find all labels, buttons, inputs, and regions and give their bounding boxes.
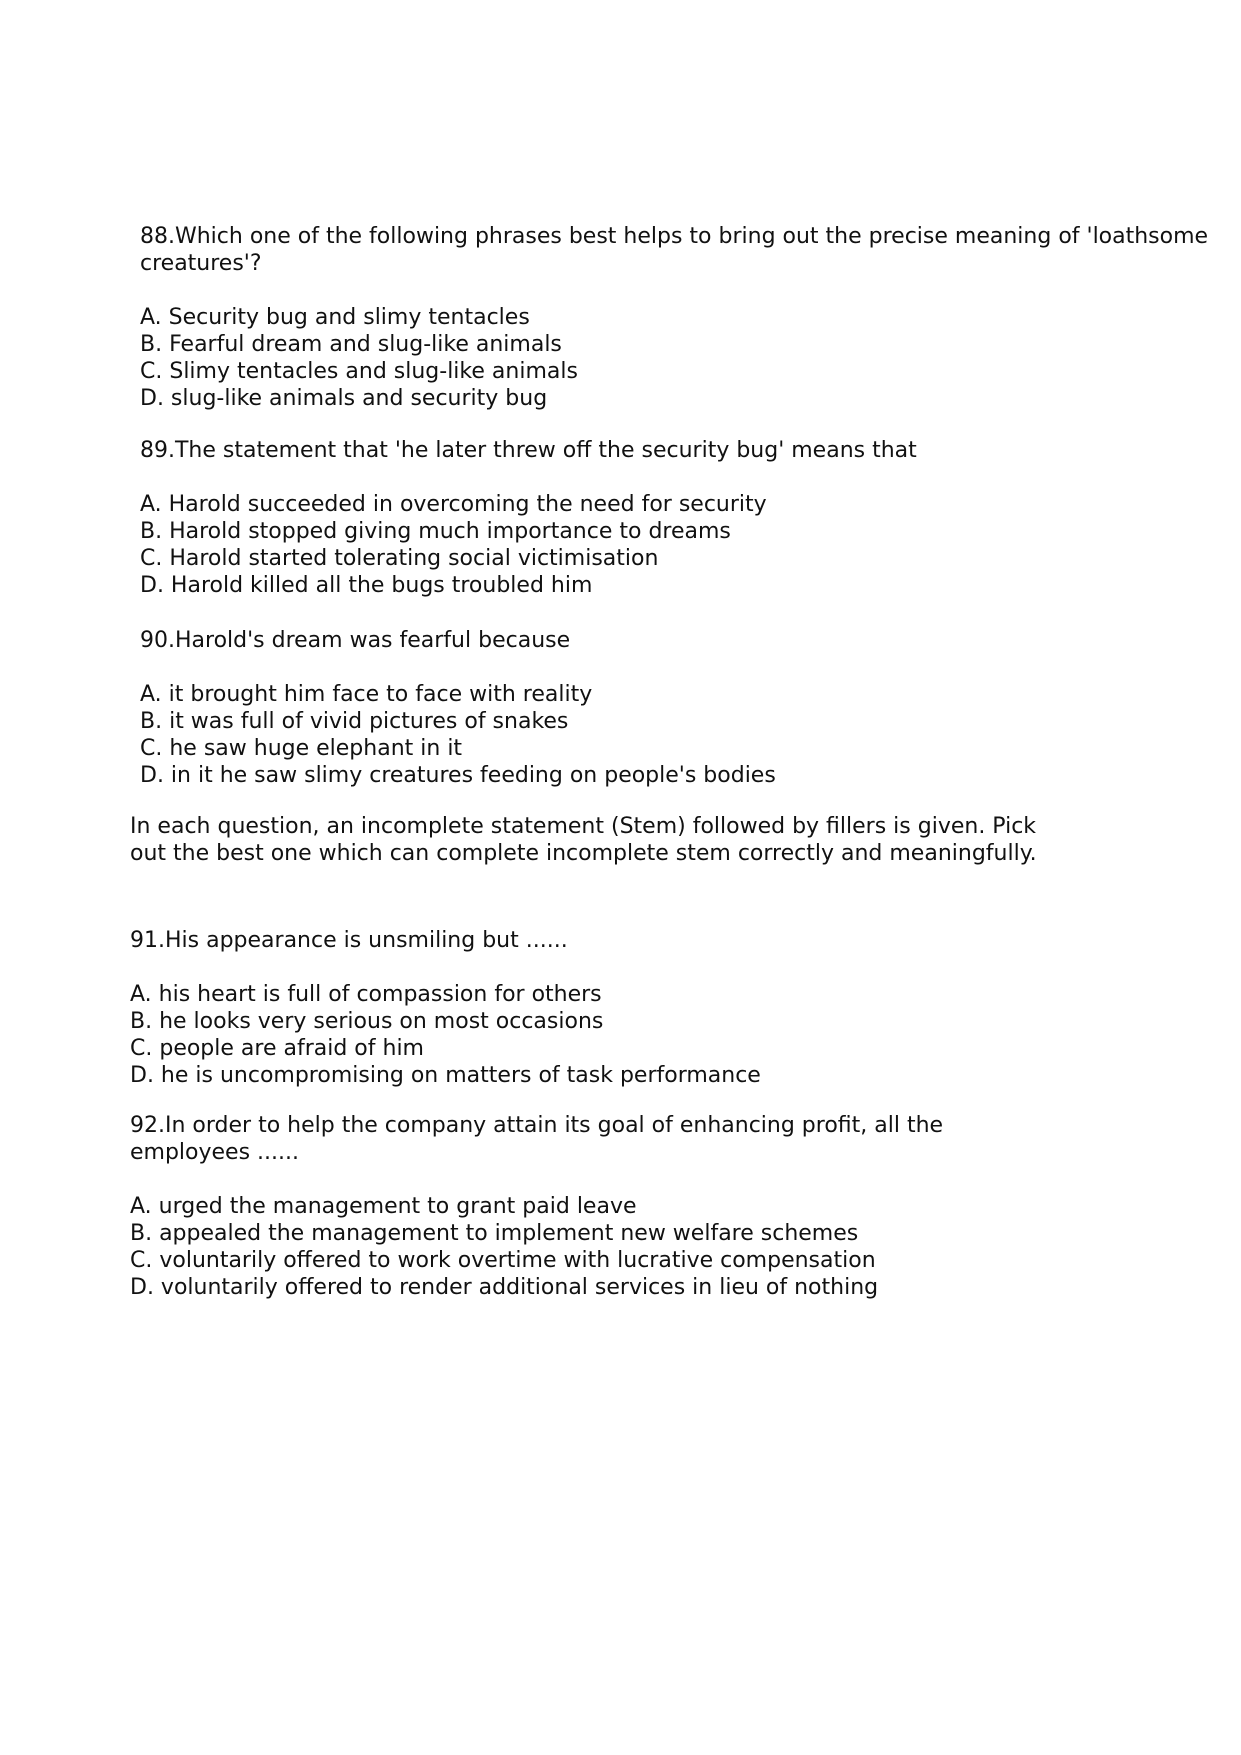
option-c: C. Slimy tentacles and slug-like animals [140, 359, 578, 384]
question-stem: 89.The statement that 'he later threw off the security bug' means that [140, 438, 917, 463]
question-90 [140, 627, 776, 789]
option-b: B. Harold stopped giving much importance to dreams [140, 519, 731, 544]
option-a: A. his heart is full of compassion for others [130, 982, 602, 1007]
question-92 [130, 1112, 943, 1301]
question-88 [140, 223, 1208, 412]
question-stem: 88.Which one of the following phrases best helps to bring out the precise meaning of 'loathsome [140, 224, 1209, 249]
option-d: D. voluntarily offered to render additional services in lieu of nothing [130, 1275, 879, 1300]
option-a: A. Security bug and slimy tentacles [140, 305, 530, 330]
question-91 [130, 927, 761, 1089]
question-stem: 92.In order to help the company attain its goal of enhancing profit, all the [130, 1113, 944, 1138]
question-stem: employees ...... [130, 1140, 300, 1165]
option-d: D. in it he saw slimy creatures feeding on people's bodies [140, 763, 776, 788]
question-stem: 90.Harold's dream was fearful because [140, 628, 571, 653]
question-89 [140, 437, 917, 599]
option-b: B. he looks very serious on most occasions [130, 1009, 604, 1034]
option-b: B. it was full of vivid pictures of snakes [140, 709, 569, 734]
option-a: A. urged the management to grant paid leave [130, 1194, 637, 1219]
section-instructions [130, 813, 1037, 867]
option-c: C. people are afraid of him [130, 1036, 424, 1061]
option-c: C. Harold started tolerating social victimisation [140, 546, 659, 571]
question-stem: creatures'? [140, 251, 262, 276]
option-b: B. Fearful dream and slug-like animals [140, 332, 562, 357]
instruction-line: In each question, an incomplete statement (Stem) followed by fillers is given. Pick [130, 814, 1037, 839]
instruction-line: out the best one which can complete incomplete stem correctly and meaningfully. [130, 841, 1037, 866]
option-c: C. voluntarily offered to work overtime with lucrative compensation [130, 1248, 876, 1273]
option-c: C. he saw huge elephant in it [140, 736, 463, 761]
option-d: D. Harold killed all the bugs troubled him [140, 573, 593, 598]
option-a: A. Harold succeeded in overcoming the need for security [140, 492, 767, 517]
option-d: D. he is uncompromising on matters of task performance [130, 1063, 761, 1088]
option-d: D. slug-like animals and security bug [140, 386, 548, 411]
option-a: A. it brought him face to face with reality [140, 682, 593, 707]
option-b: B. appealed the management to implement new welfare schemes [130, 1221, 859, 1246]
question-stem: 91.His appearance is unsmiling but ...... [130, 928, 568, 953]
